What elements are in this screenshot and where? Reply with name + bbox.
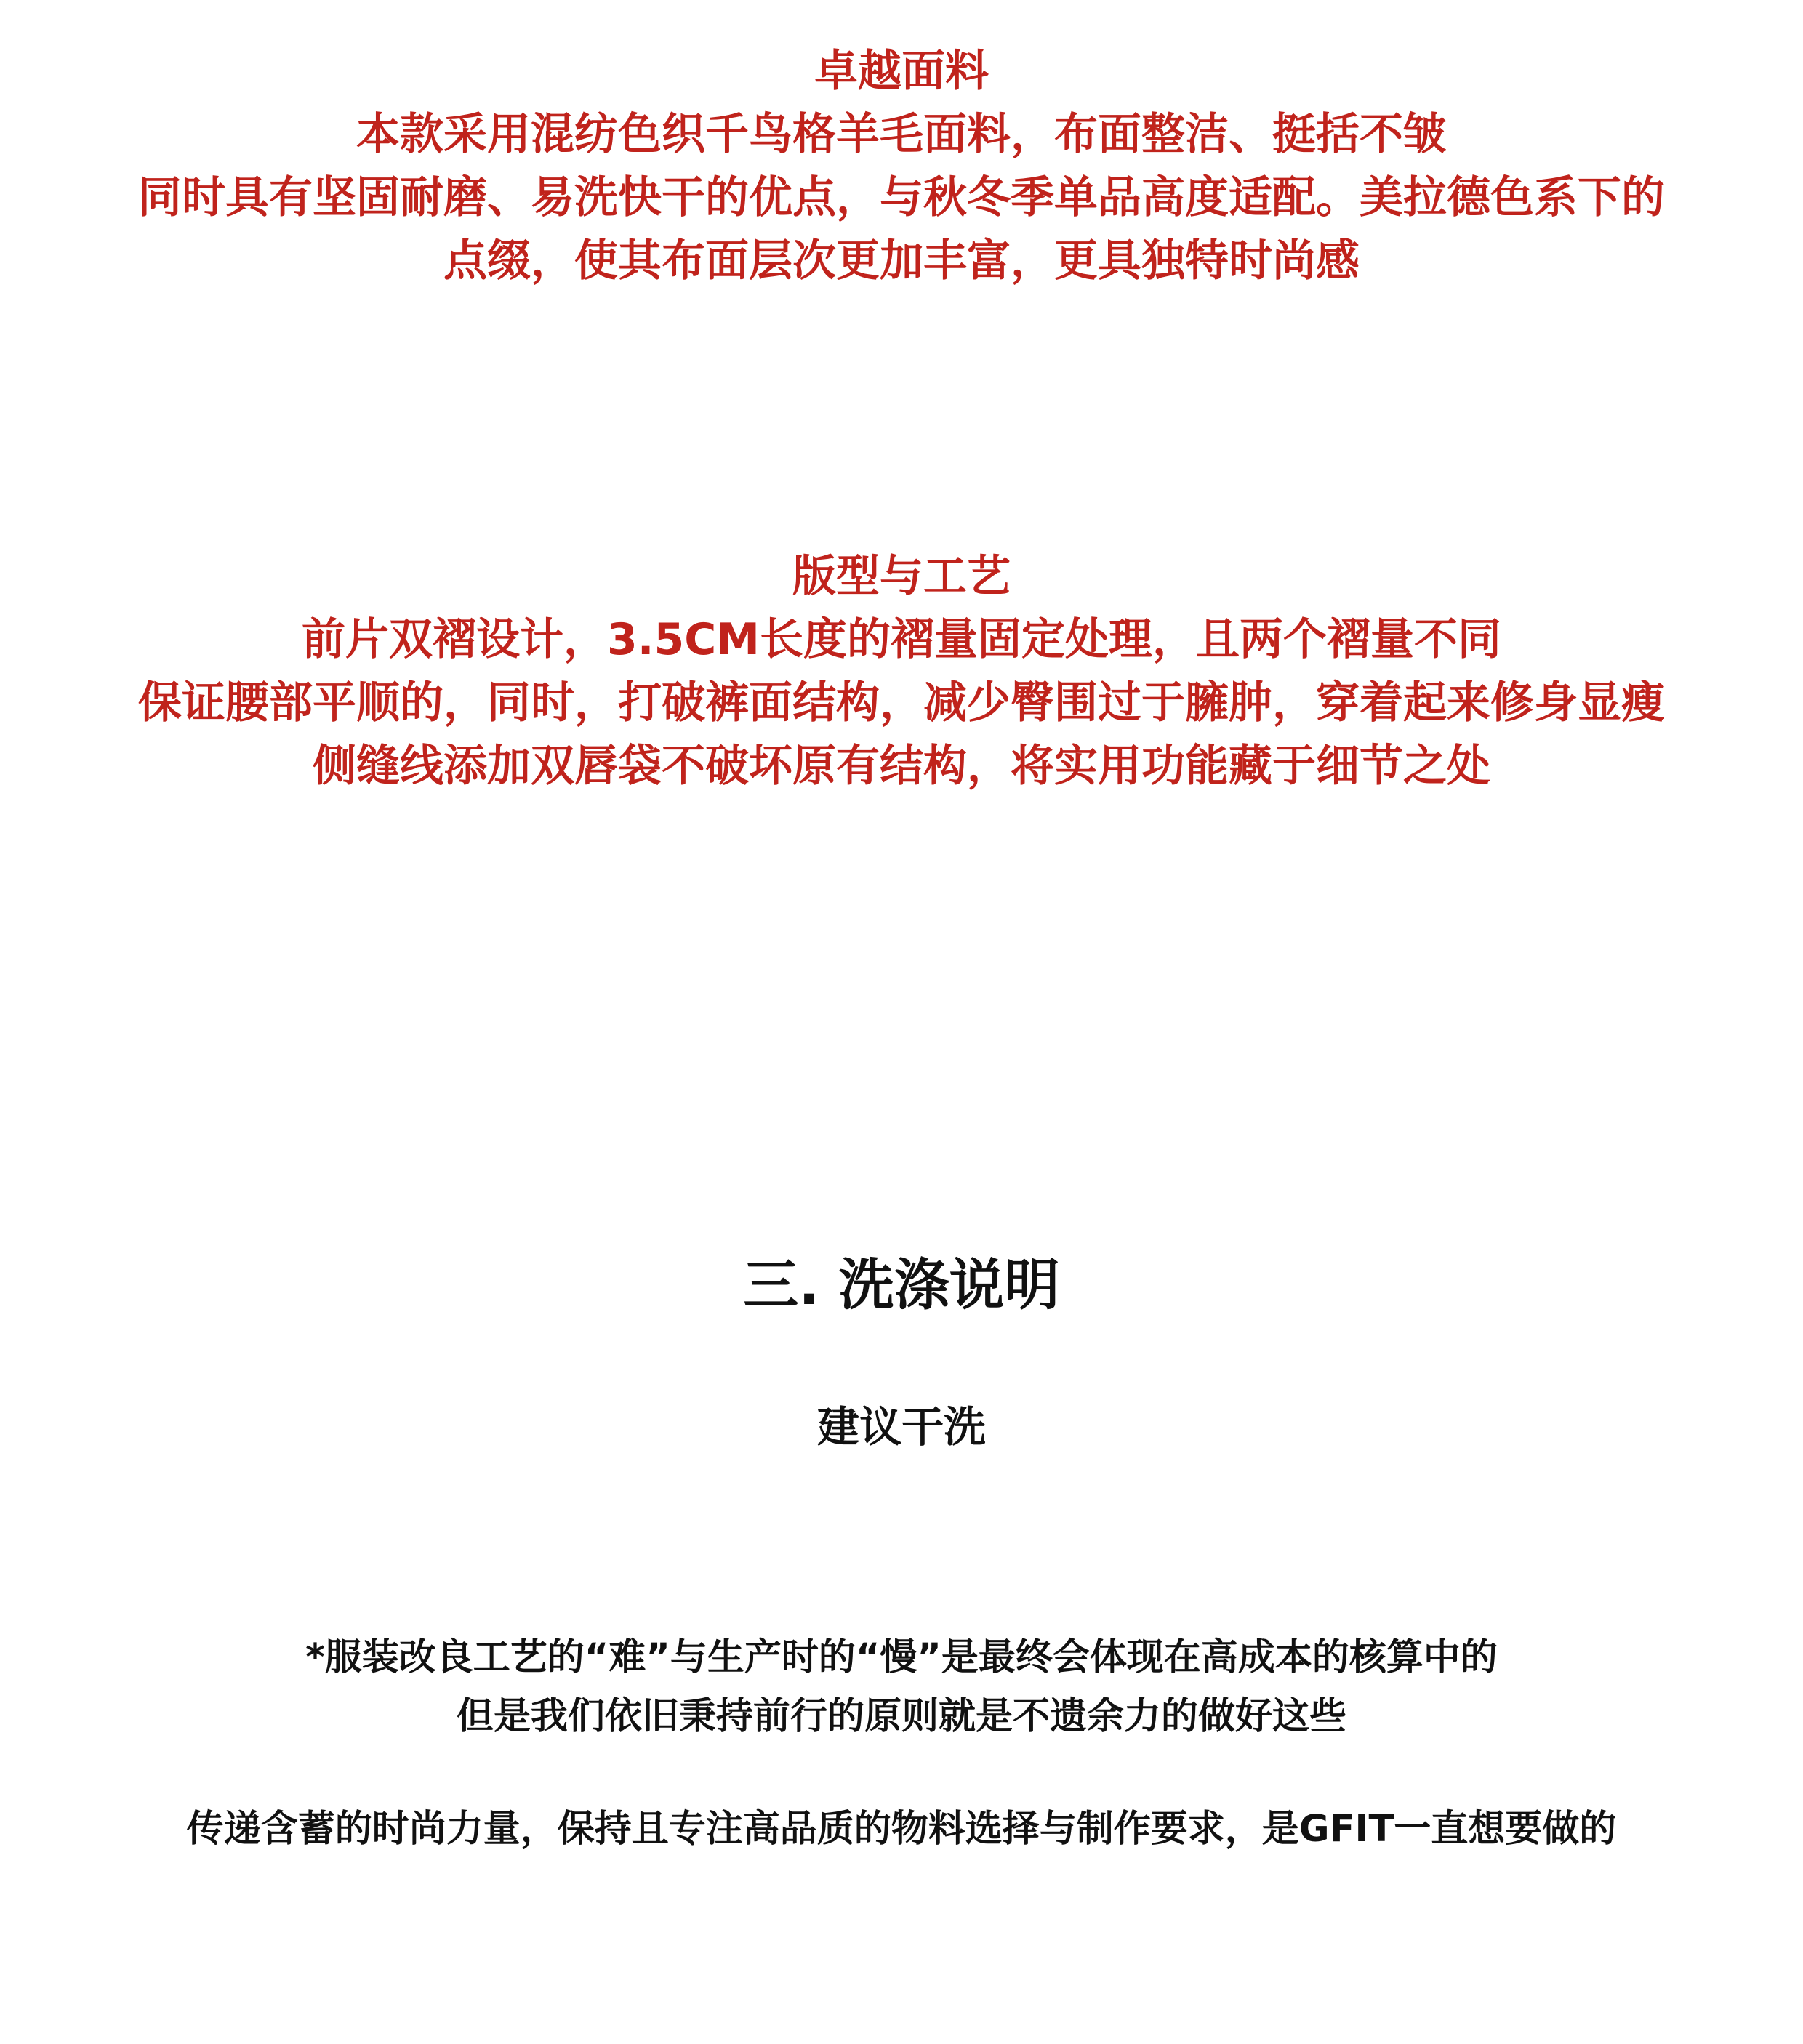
mission-statement: 传递含蓄的时尚力量，保持且专注高品质的物料选择与制作要求，是GFIT一直想要做的 xyxy=(186,1808,1617,1851)
note-block xyxy=(0,1628,1803,1746)
fabric-line: 点缀，使其布面层次更加丰富，更具独特时尚感 xyxy=(443,236,1360,286)
craft-line: 保证腰部平顺的，同时，打破裤面结构，减少臀围过于臃肿，穿着起来修身显瘦 xyxy=(138,677,1665,728)
craft-line: 侧缝线添加双唇袋不破坏原有结构，将实用功能藏于细节之处 xyxy=(313,741,1490,792)
fabric-line: 同时具有坚固耐磨、易洗快干的优点，与秋冬季单品高度适配。美拉德色系下的 xyxy=(138,172,1665,223)
washing-heading: 三. 洗涤说明 xyxy=(743,1252,1060,1317)
note-line: *服装改良工艺的“难”与生产时的“慢”是最终会体现在高成本的核算中的 xyxy=(305,1636,1498,1679)
fabric-section xyxy=(0,40,1803,293)
washing-advice: 建议干洗 xyxy=(816,1402,986,1452)
note-line: 但是我们依旧秉持前行的原则就是不遗余力的做好这些 xyxy=(456,1695,1346,1738)
fabric-title: 卓越面料 xyxy=(814,46,989,97)
fabric-line: 本款采用混纺色织千鸟格羊毛面料，布面整洁、挺括不皱 xyxy=(356,109,1447,160)
craft-title: 版型与工艺 xyxy=(792,551,1011,602)
craft-line: 前片双褶设计，3.5CM长度的褶量固定处理，且两个褶量不同 xyxy=(301,614,1502,665)
craft-section xyxy=(0,545,1803,798)
